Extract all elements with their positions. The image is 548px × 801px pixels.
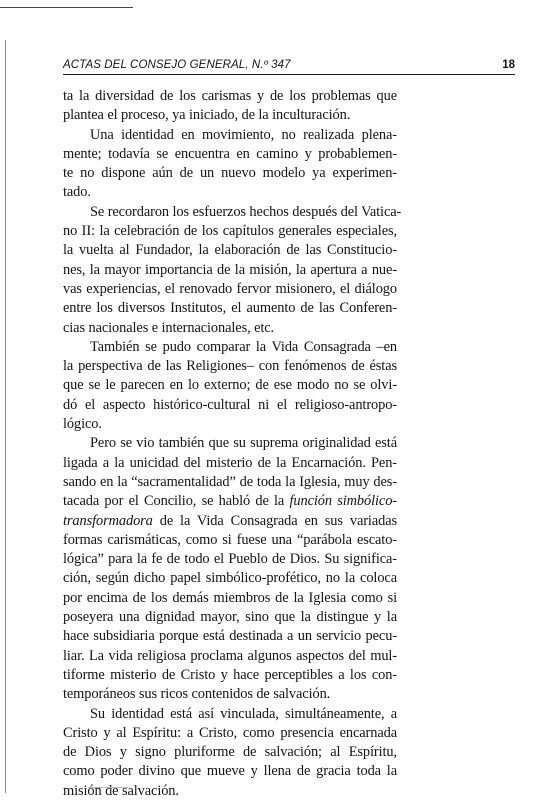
header-title: ACTAS DEL CONSEJO GENERAL, N.º 347 xyxy=(63,59,291,71)
text-line: como poder divino que mueve y llena de gracia toda la xyxy=(63,763,397,780)
text-line: lógica” para la fe de todo el Pueblo de Dios. Su significa- xyxy=(63,551,397,568)
text-line: sando en la “sacramentalidad” de toda la Iglesia, muy des- xyxy=(63,473,397,490)
text-line: la vuelta al Fundador, la elaboración de las Constitucio- xyxy=(63,242,397,259)
text-line xyxy=(63,492,397,511)
text-line: que se le parecen en lo externo; de ese modo no se olvi- xyxy=(63,377,397,394)
text-line: Se recordaron los esfuerzos hechos después del Vatica- xyxy=(90,203,402,220)
text-line: Su identidad está así vinculada, simultáneamente, a xyxy=(90,705,397,722)
text-line xyxy=(63,512,397,531)
text-line: poseyera una dignidad mayor, sino que la distingue y la xyxy=(63,609,397,626)
text-line: misión de salvación. xyxy=(63,782,179,799)
text-line: tiforme misterio de Cristo y hace perceptibles a los con- xyxy=(63,666,397,683)
text-fragment: de la Vida Consagrada en sus variadas xyxy=(159,512,397,529)
running-header xyxy=(63,58,515,75)
page-edge-rule xyxy=(5,40,6,793)
text-line: tado. xyxy=(63,184,91,201)
italic-term: función simbólico- xyxy=(289,493,397,510)
body-text xyxy=(63,87,402,801)
text-line: liar. La vida religiosa proclama algunos aspectos del mul- xyxy=(63,647,397,664)
text-line: mente; todavía se encuentra en camino y probablemen- xyxy=(63,145,397,162)
text-line: entre los diversos Institutos, el aumento de las Conferen- xyxy=(63,300,397,317)
text-line: nes, la mayor importancia de la misión, la apertura a nue- xyxy=(63,261,397,278)
text-line: lógico. xyxy=(63,416,102,433)
text-line: Pero se vio también que su suprema originalidad está xyxy=(90,435,397,452)
text-line: no II: la celebración de los capítulos generales especiales, xyxy=(63,223,397,240)
bottom-edge-mark xyxy=(88,787,128,788)
text-line: ligada a la unicidad del misterio de la Encarnación. Pen- xyxy=(63,454,397,471)
text-line: temporáneos sus ricos contenidos de salvación. xyxy=(63,686,331,703)
text-fragment: tacada por el Concilio, se habló de la xyxy=(63,493,285,510)
top-edge-rule xyxy=(0,7,133,8)
page-number: 18 xyxy=(502,59,515,71)
text-line: ta la diversidad de los carismas y de los problemas que xyxy=(63,88,397,104)
text-line: Cristo y al Espíritu: a Cristo, como presencia encarnada xyxy=(63,724,397,741)
text-line: formas carismáticas, como si fuese una “parábola escato- xyxy=(63,531,397,548)
text-line: dó el aspecto histórico-cultural ni el religioso-antropo- xyxy=(63,396,397,413)
text-line: plantea el proceso, ya iniciado, de la inculturación. xyxy=(63,107,351,124)
text-line: También se pudo comparar la Vida Consagrada –en xyxy=(90,338,397,355)
text-line: ción, según dicho papel simbólico-profético, no la coloca xyxy=(63,570,397,587)
text-line: de Dios y signo pluriforme de salvación; al Espíritu, xyxy=(63,744,397,761)
text-line: la perspectiva de las Religiones– con fenómenos de éstas xyxy=(63,358,397,375)
text-line: hace subsidiaria porque está destinada a un servicio pecu- xyxy=(63,628,397,645)
text-line: vas experiencias, el renovado fervor misionero, el diálogo xyxy=(63,280,397,297)
text-line: cias nacionales e internacionales, etc. xyxy=(63,319,275,336)
text-line: por encima de los demás miembros de la Iglesia como si xyxy=(63,589,397,606)
text-line: te no dispone aún de un nuevo modelo ya experimen- xyxy=(63,165,397,182)
text-line: Una identidad en movimiento, no realizada plena- xyxy=(90,126,397,143)
italic-term: transformadora xyxy=(63,512,153,529)
